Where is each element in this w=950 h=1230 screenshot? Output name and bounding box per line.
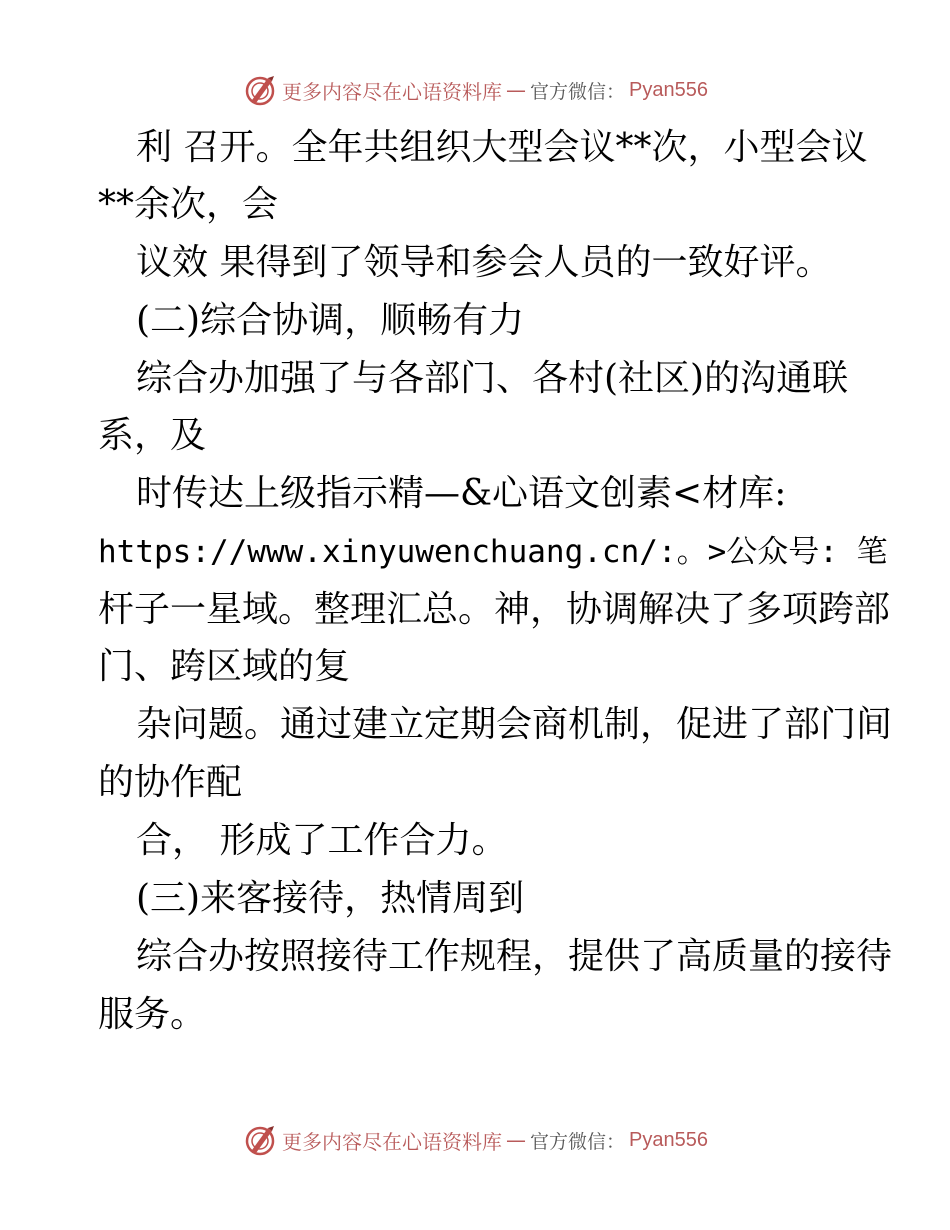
text-line: 议效 果得到了领导和参会人员的一致好评。 xyxy=(136,242,832,283)
text-line: 利 召开。全年共组织大型会议**次，小型会议 xyxy=(136,127,868,168)
watermark-dash: — xyxy=(506,78,526,102)
footer-watermark xyxy=(0,1120,950,1160)
watermark-wechat-label: 官方微信： xyxy=(530,1130,626,1153)
text-line: 杆子一星域。整理汇总。神，协调解决了多项跨部 xyxy=(98,589,891,630)
watermark-wechat-label: 官方微信： xyxy=(530,80,626,103)
section-heading: (二)综合协调，顺畅有力 xyxy=(136,300,525,341)
watermark-text: 更多内容尽在心语资料库 xyxy=(282,1129,502,1154)
pen-logo-icon xyxy=(242,1122,278,1158)
text-line: 服务。 xyxy=(98,994,207,1035)
watermark-wechat-id: Pyan556 xyxy=(629,1128,708,1151)
text-line: 合， 形成了工作合力。 xyxy=(136,820,508,861)
text-line: 综合办按照接待工作规程，提供了高质量的接待 xyxy=(136,936,893,977)
text-line: 综合办加强了与各部门、各村(社区)的沟通联 xyxy=(136,358,849,399)
watermark-wechat-id: Pyan556 xyxy=(629,78,708,101)
text-line: https://www.xinyuwenchuang.cn/:。>公众号: 笔 xyxy=(98,534,888,570)
watermark-text: 更多内容尽在心语资料库 xyxy=(282,79,502,104)
text-line: 时传达上级指示精—&心语文创素<材库: xyxy=(136,473,787,514)
text-line: 门、跨区域的复 xyxy=(98,646,351,687)
text-line: 杂问题。通过建立定期会商机制，促进了部门间 xyxy=(136,704,893,745)
watermark-dash: — xyxy=(506,1128,526,1152)
text-line: 的协作配 xyxy=(98,762,243,803)
text-line: **余次，会 xyxy=(98,184,279,225)
text-line: 系，及 xyxy=(98,415,207,456)
section-heading: (三)来客接待，热情周到 xyxy=(136,878,525,919)
